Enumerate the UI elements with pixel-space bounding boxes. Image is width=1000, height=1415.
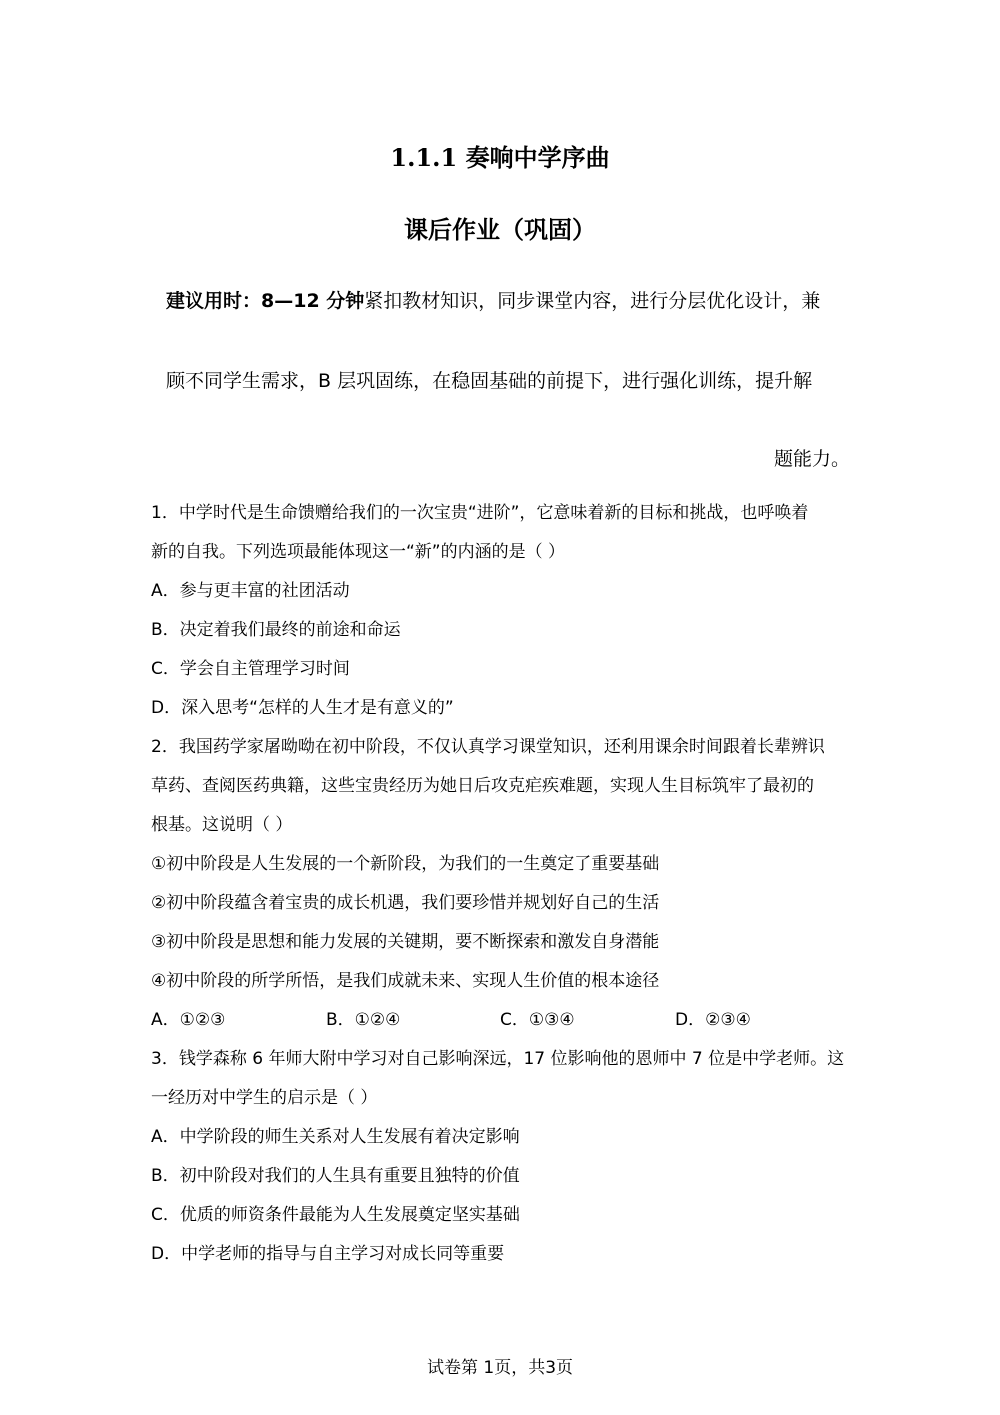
question-2-option-a: A．①②③ [151,1010,226,1030]
question-2-option-c: C．①③④ [500,1010,575,1030]
page-subtitle: 课后作业（巩固） [404,215,596,244]
question-2-stem-line-1: 2．我国药学家屠呦呦在初中阶段，不仅认真学习课堂知识，还利用课余时间跟着长辈辨识 [151,737,825,757]
intro-line-2: 顾不同学生需求，B 层巩固练，在稳固基础的前提下，进行强化训练，提升解 [166,370,813,392]
question-3-stem-line-1: 3．钱学森称 6 年师大附中学习对自己影响深远，17 位影响他的恩师中 7 位是中学老师。这 [151,1049,845,1069]
suggested-time-label: 建议用时：8—12 分钟 [166,290,365,312]
question-3-stem-line-2: 一经历对中学生的启示是（ ） [151,1088,378,1108]
page-footer: 试卷第 1页，共3页 [426,1358,574,1378]
intro-line-3: 题能力。 [773,448,850,470]
question-2-option-b: B．①②④ [326,1010,401,1030]
question-3-option-d: D．中学老师的指导与自主学习对成长同等重要 [151,1244,505,1264]
question-2-stem-line-2: 草药、查阅医药典籍，这些宝贵经历为她日后攻克疟疾难题，实现人生目标筑牢了最初的 [151,776,814,796]
intro-line-1 [166,285,850,317]
question-1-option-c: C．学会自主管理学习时间 [151,659,350,679]
question-2-statement-4: ④初中阶段的所学所悟，是我们成就未来、实现人生价值的根本途径 [151,971,660,991]
question-2-option-d: D．②③④ [675,1010,751,1030]
question-2-statement-3: ③初中阶段是思想和能力发展的关键期，要不断探索和激发自身潜能 [151,932,660,952]
intro-text-1: 紧扣教材知识，同步课堂内容，进行分层优化设计，兼 [364,290,821,312]
question-3-option-b: B．初中阶段对我们的人生具有重要且独特的价值 [151,1166,520,1186]
question-3-option-a: A．中学阶段的师生关系对人生发展有着决定影响 [151,1127,520,1147]
question-2-stem-line-3: 根基。这说明（ ） [151,815,293,835]
page-title: 1.1.1 奏响中学序曲 [390,143,610,172]
question-1-option-b: B．决定着我们最终的前途和命运 [151,620,401,640]
question-3-option-c: C．优质的师资条件最能为人生发展奠定坚实基础 [151,1205,520,1225]
question-2-statement-1: ①初中阶段是人生发展的一个新阶段，为我们的一生奠定了重要基础 [151,854,660,874]
question-1-stem-line-1: 1．中学时代是生命馈赠给我们的一次宝贵“进阶”，它意味着新的目标和挑战，也呼唤着 [151,503,809,523]
question-2-statement-2: ②初中阶段蕴含着宝贵的成长机遇，我们要珍惜并规划好自己的生活 [151,893,660,913]
question-1-option-a: A．参与更丰富的社团活动 [151,581,350,601]
question-1-option-d: D．深入思考“怎样的人生才是有意义的” [151,698,454,718]
question-1-stem-line-2: 新的自我。下列选项最能体现这一“新”的内涵的是（ ） [151,542,566,562]
